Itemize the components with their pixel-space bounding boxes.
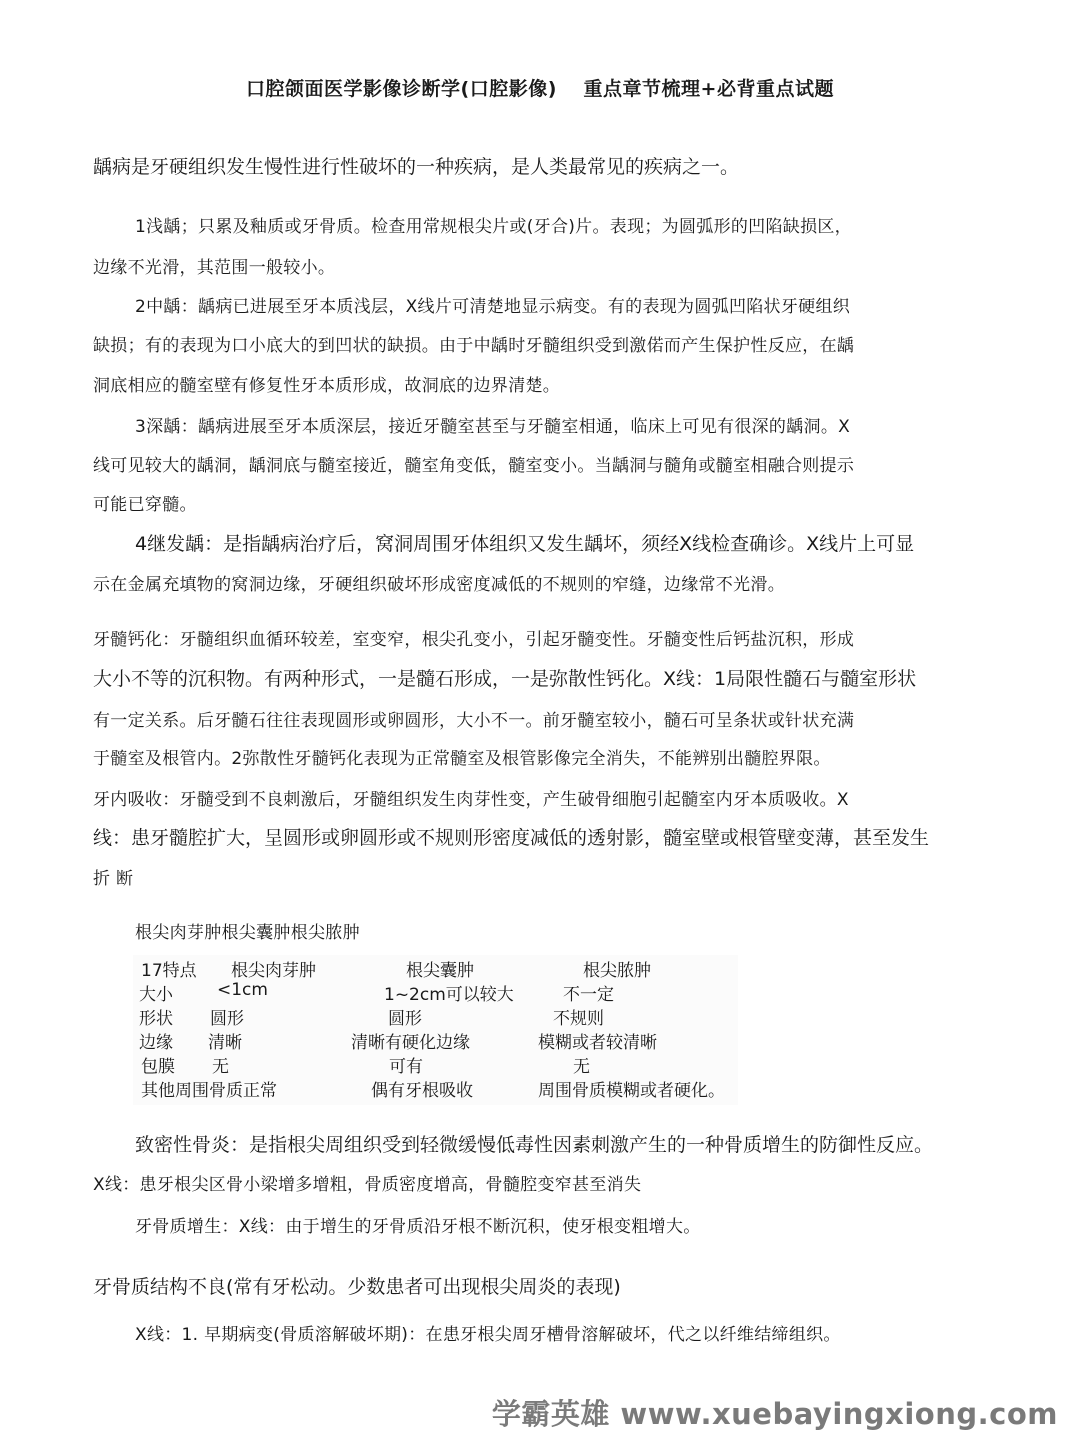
table-cell: 包膜 xyxy=(141,1057,175,1077)
hypercementosis: 牙骨质增生：X线：由于增生的牙骨质沿牙根不断沉积，使牙根变粗增大。 xyxy=(135,1217,701,1237)
table-cell: 无 xyxy=(573,1057,590,1077)
table-cell: 大小 xyxy=(139,985,173,1005)
table-cell: 模糊或者较清晰 xyxy=(538,1033,657,1053)
table-header-cyst: 根尖囊肿 xyxy=(406,961,474,981)
internal-resorption-line-1: 牙内吸收：牙髓受到不良刺激后，牙髓组织发生肉芽性变，产生破骨细胞引起髓室内牙本质吸收。X xyxy=(93,790,849,810)
table-cell: 其他周围骨质正常 xyxy=(141,1081,277,1101)
table-header-granuloma: 根尖肉芽肿 xyxy=(231,961,316,981)
table-cell: 周围骨质模糊或者硬化。 xyxy=(538,1081,725,1101)
table-cell: 清晰 xyxy=(208,1033,242,1053)
internal-resorption-line-2: 线：患牙髓腔扩大，呈圆形或卵圆形或不规则形密度减低的透射影，髓室壁或根管壁变薄，甚至发生 xyxy=(93,827,930,849)
pulp-calcification-line-3: 有一定关系。后牙髓石往往表现圆形或卵圆形，大小不一。前牙髓室较小，髓石可呈条状或针状充满 xyxy=(93,711,855,731)
cementum-dysplasia-xray: X线：1. 早期病变(骨质溶解破坏期)：在患牙根尖周牙槽骨溶解破坏，代之以纤维结缔组织。 xyxy=(135,1325,841,1345)
table-cell: 形状 xyxy=(139,1009,173,1029)
table-heading: 根尖肉芽肿根尖囊肿根尖脓肿 xyxy=(135,923,360,943)
table-cell: 不一定 xyxy=(563,985,614,1005)
table-cell: 不规则 xyxy=(553,1009,604,1029)
table-cell: 1~2cm可以较大 xyxy=(384,985,514,1005)
medium-caries-line-1: 2中龋：龋病已进展至牙本质浅层，X线片可清楚地显示病变。有的表现为圆弧凹陷状牙硬组织 xyxy=(135,297,851,317)
site-watermark: 学霸英雄 www.xuebayingxiong.com xyxy=(491,1397,1058,1431)
cementum-dysplasia-title: 牙骨质结构不良(常有牙松动。少数患者可出现根尖周炎的表现) xyxy=(93,1276,621,1298)
internal-resorption-line-3: 折 断 xyxy=(93,869,134,889)
secondary-caries-line-1: 4继发龋：是指龋病治疗后，窝洞周围牙体组织又发生龋坏，须经X线检查确诊。X线片上可显 xyxy=(135,533,915,555)
table-cell: 边缘 xyxy=(139,1033,173,1053)
table-cell: 可有 xyxy=(389,1057,423,1077)
deep-caries-line-2: 线可见较大的龋洞，龋洞底与髓室接近，髓室角变低，髓室变小。当龋洞与髓角或髓室相融合则提示 xyxy=(93,456,855,476)
document-title: 口腔颌面医学影像诊断学(口腔影像) 重点章节梳理+必背重点试题 xyxy=(246,78,834,100)
table-cell: <1cm xyxy=(217,980,268,1000)
deep-caries-line-3: 可能已穿髓。 xyxy=(93,495,197,515)
condensing-osteitis-xray: X线：患牙根尖区骨小梁增多增粗，骨质密度增高，骨髓腔变窄甚至消失 xyxy=(93,1175,642,1195)
shallow-caries-line-2: 边缘不光滑，其范围一般较小。 xyxy=(93,258,336,278)
table-cell: 清晰有硬化边缘 xyxy=(351,1033,470,1053)
table-header-abscess: 根尖脓肿 xyxy=(583,961,651,981)
pulp-calcification-line-2: 大小不等的沉积物。有两种形式，一是髓石形成，一是弥散性钙化。X线：1局限性髓石与髓室形状 xyxy=(93,668,917,690)
pulp-calcification-line-4: 于髓室及根管内。2弥散性牙髓钙化表现为正常髓室及根管影像完全消失，不能辨别出髓腔界限。 xyxy=(93,749,831,769)
table-header-feature: 17特点 xyxy=(141,961,197,981)
periapical-comparison-table xyxy=(133,955,738,1105)
table-cell: 圆形 xyxy=(210,1009,244,1029)
deep-caries-line-1: 3深龋：龋病进展至牙本质深层，接近牙髓室甚至与牙髓室相通，临床上可见有很深的龋洞。X xyxy=(135,417,851,437)
table-cell: 偶有牙根吸收 xyxy=(371,1081,473,1101)
caries-intro: 龋病是牙硬组织发生慢性进行性破坏的一种疾病，是人类最常见的疾病之一。 xyxy=(93,156,740,178)
shallow-caries-line-1: 1浅龋；只累及釉质或牙骨质。检查用常规根尖片或(牙合)片。表现；为圆弧形的凹陷缺损区， xyxy=(135,217,852,237)
secondary-caries-line-2: 示在金属充填物的窝洞边缘，牙硬组织破坏形成密度减低的不规则的窄缝，边缘常不光滑。 xyxy=(93,575,785,595)
condensing-osteitis-definition: 致密性骨炎：是指根尖周组织受到轻微缓慢低毒性因素刺激产生的一种骨质增生的防御性反应。 xyxy=(135,1134,934,1156)
table-cell: 无 xyxy=(212,1057,229,1077)
pulp-calcification-line-1: 牙髓钙化：牙髓组织血循环较差，室变窄，根尖孔变小，引起牙髓变性。牙髓变性后钙盐沉积，形成 xyxy=(93,630,855,650)
medium-caries-line-3: 洞底相应的髓室壁有修复性牙本质形成，故洞底的边界清楚。 xyxy=(93,376,561,396)
medium-caries-line-2: 缺损；有的表现为口小底大的到凹状的缺损。由于中龋时牙髓组织受到激偌而产生保护性反应，在龋 xyxy=(93,336,855,356)
table-cell: 圆形 xyxy=(388,1009,422,1029)
